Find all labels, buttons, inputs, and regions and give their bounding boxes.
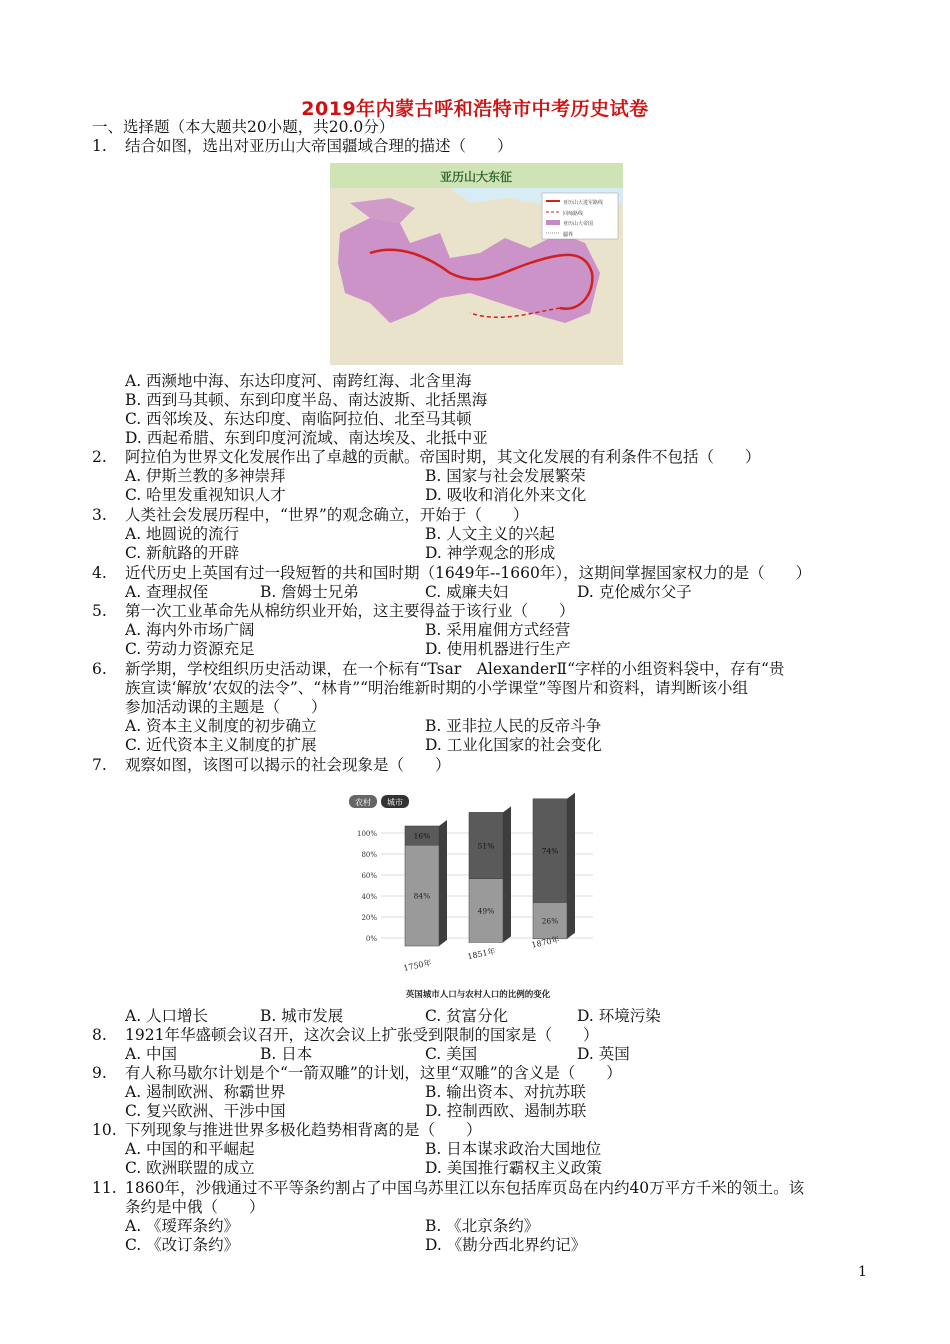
option: D. 西起希腊、东到印度河流域、南达埃及、北抵中亚: [125, 429, 488, 447]
y-tick-label: 60%: [361, 872, 377, 880]
y-tick-label: 0%: [365, 935, 377, 943]
option: C. 《改订条约》: [125, 1236, 240, 1254]
bar-label-urban: 51%: [477, 841, 495, 851]
option: D. 神学观念的形成: [425, 544, 556, 562]
option: C. 西邻埃及、东达印度、南临阿拉伯、北至马其顿: [125, 410, 472, 428]
question-number: 8.: [92, 1026, 107, 1044]
option: A. 遏制欧洲、称霸世界: [125, 1083, 286, 1101]
legend-rural: 农村: [355, 798, 371, 807]
alexander-conquest-map: [330, 163, 623, 365]
bar-label-rural: 84%: [413, 891, 431, 901]
category-label: 1870年: [530, 935, 561, 950]
option: D. 控制西欧、遏制苏联: [425, 1102, 587, 1120]
question-text: 条约是中俄（ ）: [125, 1198, 265, 1216]
option: D. 吸收和消化外来文化: [425, 486, 587, 504]
option: B. 日本谋求政治大国地位: [425, 1140, 602, 1158]
bar-label-urban: 16%: [413, 831, 431, 841]
option: A. 人口增长: [125, 1007, 209, 1025]
chart-title: 英国城市人口与农村人口的比例的变化: [405, 990, 551, 1000]
option: C. 复兴欧洲、干涉中国: [125, 1102, 286, 1120]
option: A. 地圆说的流行: [125, 525, 240, 543]
category-label: 1851年: [466, 946, 497, 962]
option: B. 国家与社会发展繁荣: [425, 467, 586, 485]
question-text: 观察如图，该图可以揭示的社会现象是（ ）: [125, 756, 451, 774]
question-text: 1860年，沙俄通过不平等条约割占了中国乌苏里江以东包括库页岛在内约40万平方千米的领土。该: [125, 1179, 805, 1197]
bar-depth: [503, 806, 511, 942]
exam-title: 2019年内蒙古呼和浩特市中考历史试卷: [301, 98, 649, 120]
question-text: 下列现象与推进世界多极化趋势相背离的是（ ）: [125, 1121, 482, 1139]
page-number: 1: [858, 1264, 867, 1280]
question-text: 1921年华盛顿会议召开，这次会议上扩张受到限制的国家是（ ）: [125, 1026, 599, 1044]
option: A. 中国: [125, 1045, 178, 1063]
map-legend-item: 疆界: [563, 232, 574, 238]
question-number: 7.: [92, 756, 107, 774]
legend-urban: 城市: [387, 798, 403, 807]
question-text: 有人称马歇尔计划是个“一箭双雕”的计划，这里“双雕”的含义是（ ）: [125, 1064, 622, 1082]
question-text: 结合如图，选出对亚历山大帝国疆域合理的描述（ ）: [125, 137, 513, 155]
question-number: 11.: [92, 1179, 117, 1197]
question-number: 10.: [92, 1121, 117, 1139]
option: C. 欧洲联盟的成立: [125, 1159, 255, 1177]
option: C. 劳动力资源充足: [125, 640, 255, 658]
option: A. 查理叔侄: [125, 583, 209, 601]
question-text: 新学期，学校组织历史活动课，在一个标有“Tsar AlexanderⅡ“字样的小组资料袋中，存有“贵: [125, 660, 785, 678]
bar-label-rural: 49%: [477, 906, 495, 916]
option: A. 西濒地中海、东达印度河、南跨红海、北含里海: [125, 372, 472, 390]
y-tick-label: 100%: [356, 830, 377, 838]
option: B. 日本: [260, 1045, 313, 1063]
option: C. 近代资本主义制度的扩展: [125, 736, 317, 754]
question-number: 1.: [92, 137, 107, 155]
question-number: 9.: [92, 1064, 107, 1082]
option: B. 亚非拉人民的反帝斗争: [425, 717, 602, 735]
option: B. 人文主义的兴起: [425, 525, 555, 543]
section-heading: 一、选择题（本大题共20小题，共20.0分）: [92, 118, 395, 136]
map-legend-item: 亚历山大帝国: [563, 221, 594, 227]
y-tick-label: 40%: [361, 893, 377, 901]
question-number: 5.: [92, 602, 107, 620]
question-text: 族宣读‘解放’农奴的法令”、“林肯”“明治维新时期的小学课堂”等图片和资料，请判断该小组: [125, 679, 748, 697]
option: B. 城市发展: [260, 1007, 344, 1025]
option: D. 使用机器进行生产: [425, 640, 571, 658]
question-number: 2.: [92, 448, 107, 466]
option: D. 《勘分西北界约记》: [425, 1236, 587, 1254]
bar-depth: [439, 820, 447, 946]
map-legend-item: 回师路线: [563, 211, 584, 217]
option: C. 新航路的开辟: [125, 544, 240, 562]
option: A. 资本主义制度的初步确立: [125, 717, 317, 735]
option: D. 工业化国家的社会变化: [425, 736, 602, 754]
question-text: 人类社会发展历程中，“世界”的观念确立，开始于（ ）: [125, 506, 529, 524]
option: A. 中国的和平崛起: [125, 1140, 255, 1158]
bar-label-rural: 26%: [541, 916, 559, 926]
question-text: 近代历史上英国有过一段短暂的共和国时期（1649年--1660年），这期间掌握国家权力的是（ ）: [125, 564, 812, 582]
question-text: 第一次工业革命先从棉纺织业开始，这主要得益于该行业（ ）: [125, 602, 575, 620]
y-tick-label: 80%: [361, 851, 377, 859]
bar-depth: [567, 793, 575, 939]
option: D. 环境污染: [577, 1007, 661, 1025]
option: B. 输出资本、对抗苏联: [425, 1083, 586, 1101]
question-text: 参加活动课的主题是（ ）: [125, 698, 327, 716]
option: D. 英国: [577, 1045, 630, 1063]
option: A. 伊斯兰教的多神崇拜: [125, 467, 286, 485]
option: C. 贫富分化: [425, 1007, 509, 1025]
question-number: 3.: [92, 506, 107, 524]
option: D. 美国推行霸权主义政策: [425, 1159, 602, 1177]
question-number: 6.: [92, 660, 107, 678]
bar-label-urban: 74%: [541, 846, 559, 856]
option: A. 《瑷珲条约》: [125, 1217, 240, 1235]
option: D. 克伦威尔父子: [577, 583, 692, 601]
option: B. 采用雇佣方式经营: [425, 621, 571, 639]
y-tick-label: 20%: [361, 914, 377, 922]
option: B. 西到马其顿、东到印度半岛、南达波斯、北括黑海: [125, 391, 488, 409]
option: C. 威廉夫妇: [425, 583, 509, 601]
option: B. 詹姆士兄弟: [260, 583, 359, 601]
map-title: 亚历山大东征: [439, 170, 513, 184]
category-label: 1750年: [402, 958, 433, 973]
option: C. 美国: [425, 1045, 478, 1063]
option: B. 《北京条约》: [425, 1217, 540, 1235]
question-number: 4.: [92, 564, 107, 582]
population-ratio-chart: [343, 783, 613, 1005]
question-text: 阿拉伯为世界文化发展作出了卓越的贡献。帝国时期，其文化发展的有利条件不包括（ ）: [125, 448, 761, 466]
option: A. 海内外市场广阔: [125, 621, 255, 639]
map-legend-item: 亚历山大进军路线: [563, 200, 604, 206]
option: C. 哈里发重视知识人才: [125, 486, 286, 504]
